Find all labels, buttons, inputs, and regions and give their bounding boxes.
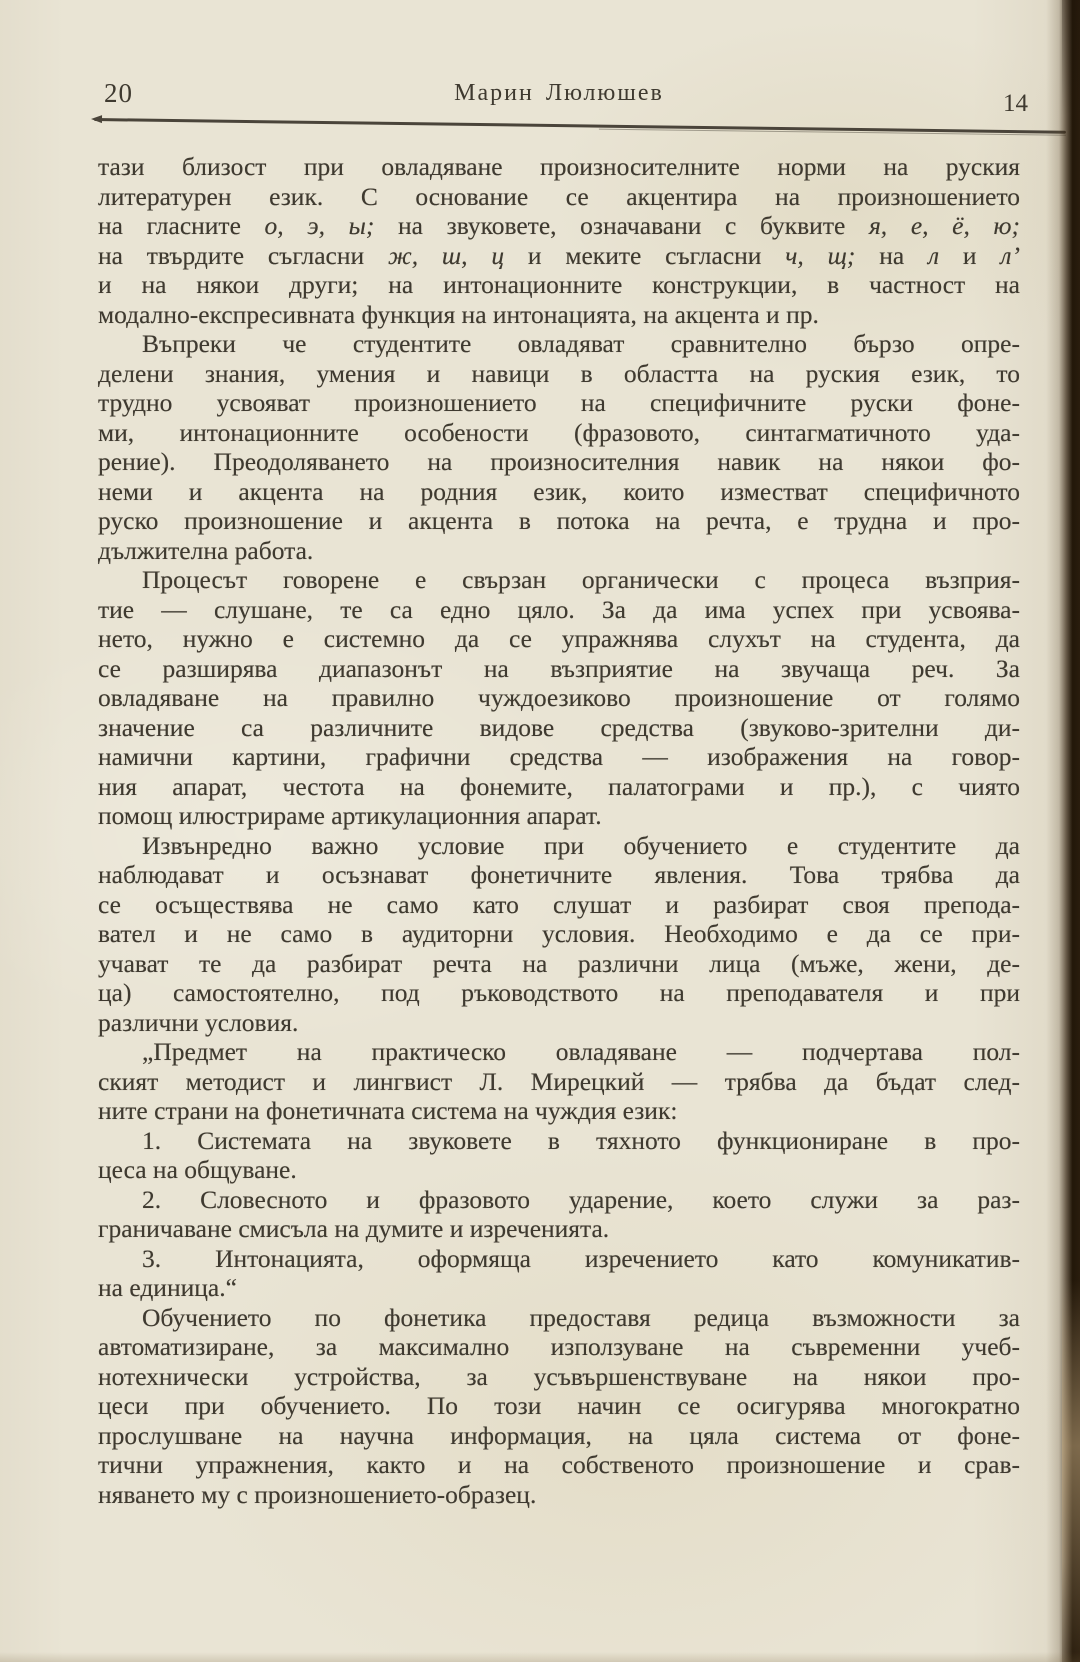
text-line	[98, 447, 1020, 477]
text-segment: делени знания, умения и навици в областта на руския език, то	[98, 358, 1020, 388]
text-line	[98, 477, 1020, 507]
text-line	[98, 182, 1020, 212]
text-segment: ния апарат, честота на фонемите, палатограми и пр.), с чиято	[98, 771, 1020, 801]
text-segment: автоматизиране, за максимално използуване на съвременни учеб-	[98, 1332, 1020, 1361]
text-segment: на твърдите съгласни	[98, 240, 388, 270]
text-line	[98, 772, 1020, 802]
text-line	[98, 742, 1020, 772]
text-segment: се осъществява не само като слушат и разбират своя препода-	[98, 889, 1020, 919]
text-segment: дължителна работа.	[98, 535, 314, 565]
text-segment: руско произношение и акцента в потока на речта, е трудна и про-	[98, 506, 1020, 535]
text-segment: на гласните	[98, 211, 265, 240]
text-segment: ца) самостоятелно, под ръководството на преподавателя и при	[98, 978, 1020, 1007]
text-segment: на	[855, 240, 928, 270]
text-segment: Извънредно важно условие при обучението е студентите да	[142, 830, 1020, 860]
text-line	[98, 388, 1020, 418]
text-segment: наблюдават и осъзнават фонетичните явления. Това трябва да	[98, 860, 1020, 889]
text-segment: 3. Интонацията, оформяща изречението като комуникатив-	[142, 1243, 1020, 1273]
text-line	[98, 595, 1020, 625]
text-line	[98, 211, 1020, 241]
text-line	[98, 624, 1020, 654]
text-line	[98, 1214, 1020, 1244]
text-line	[98, 359, 1020, 389]
text-segment: прослушване на научна информация, на цяла система от фоне-	[98, 1420, 1020, 1450]
text-line	[98, 1244, 1020, 1274]
italic-text-segment: я, е, ё, ю;	[868, 211, 1020, 240]
text-line	[98, 890, 1020, 920]
text-segment: вател и не само в аудиторни условия. Необходимо е да се при-	[98, 919, 1020, 948]
text-segment: Обучението по фонетика предоставя редица възможности за	[142, 1302, 1020, 1332]
text-segment: различни условия.	[98, 1007, 299, 1037]
text-line	[98, 1155, 1020, 1185]
text-segment: на звуковете, означавани с буквите	[374, 211, 869, 240]
text-segment: значение са различните видове средства (звуково-зрителни ди-	[98, 712, 1020, 742]
text-line	[98, 949, 1020, 979]
text-line	[98, 1126, 1020, 1156]
text-line	[98, 1273, 1020, 1303]
text-line	[98, 1067, 1020, 1097]
header-rule	[94, 118, 1066, 133]
text-line	[98, 978, 1020, 1008]
text-line	[98, 919, 1020, 949]
text-segment: неми и акцента на родния език, които изместват специфичното	[98, 476, 1020, 506]
text-segment: модално-експресивната функция на интонацията, на акцента и пр.	[98, 299, 819, 329]
text-line	[98, 1037, 1020, 1067]
text-line	[98, 1303, 1020, 1333]
page-bottom-shadow	[0, 1652, 1080, 1662]
text-line	[98, 1185, 1020, 1215]
text-segment: и	[939, 240, 1001, 270]
page-number-right: 14	[1003, 90, 1028, 117]
page-number-left: 20	[104, 78, 133, 108]
text-segment: тие — слушане, те са едно цяло. За да има успех при усвоява-	[98, 594, 1020, 624]
text-segment: нотехнически устройства, за усъвършенствуване на някои про-	[98, 1361, 1020, 1391]
text-segment: цеса на общуване.	[98, 1155, 297, 1184]
text-segment: Въпреки че студентите овладяват сравнително бързо опре-	[142, 329, 1020, 358]
italic-text-segment: ч, щ;	[785, 240, 856, 270]
text-segment: 1. Системата на звуковете в тяхното функциониране в про-	[142, 1125, 1020, 1155]
text-line	[98, 831, 1020, 861]
text-segment: рение). Преодоляването на произносителния навик на някои фо-	[98, 447, 1020, 476]
text-segment: няването му с произношението-образец.	[98, 1479, 537, 1509]
italic-text-segment: о, э, ы;	[264, 211, 375, 240]
page-body-text	[98, 152, 1020, 1509]
text-segment: ните страни на фонетичната система на чуждия език:	[98, 1096, 678, 1125]
text-segment: Процесът говорене е свързан органически с процеса възприя-	[142, 565, 1020, 594]
text-line	[98, 241, 1020, 271]
text-segment: се разширява диапазонът на възприятие на звучаща реч. За	[98, 653, 1020, 683]
text-segment: тази близост при овладяване произносителните норми на руския	[98, 152, 1020, 181]
text-line	[98, 1332, 1020, 1362]
text-segment: „Предмет на практическо овладяване — подчертава пол-	[142, 1037, 1020, 1066]
text-line	[98, 1008, 1020, 1038]
text-line	[98, 300, 1020, 330]
text-segment: намични картини, графични средства — изображения на говор-	[98, 742, 1020, 771]
text-line	[98, 270, 1020, 300]
text-line	[98, 506, 1020, 536]
text-line	[98, 1421, 1020, 1451]
italic-text-segment: ж, ш, ц	[387, 240, 505, 270]
text-segment: ми, интонационните особености (фразовото, синтагматичното уда-	[98, 417, 1020, 447]
text-line	[98, 683, 1020, 713]
text-line	[98, 1362, 1020, 1392]
text-line	[98, 1391, 1020, 1421]
running-title: Марин Люлюшев	[454, 80, 664, 106]
text-line	[98, 565, 1020, 595]
text-segment: граничаване смисъла на думите и изреченията.	[98, 1214, 610, 1243]
page-edge-shadow	[1046, 0, 1080, 1662]
text-line	[98, 860, 1020, 890]
text-line	[98, 1096, 1020, 1126]
text-segment: трудно усвояват произношението на специфичните руски фоне-	[98, 388, 1020, 417]
text-segment: нето, нужно е системно да се упражнява слухът на студента, да	[98, 624, 1020, 653]
text-segment: цеси при обучението. По този начин се осигурява многократно	[98, 1391, 1020, 1420]
text-segment: литературен език. С основание се акцентира на произношението	[98, 181, 1020, 211]
text-line	[98, 152, 1020, 182]
text-segment: ският методист и лингвист Л. Мирецкий — трябва да бъдат след-	[98, 1066, 1020, 1096]
text-line	[98, 713, 1020, 743]
text-segment: овладяване на правилно чуждоезиково произношение от голямо	[98, 683, 1020, 712]
text-segment: на единица.“	[98, 1273, 237, 1302]
italic-text-segment: л	[927, 240, 940, 270]
text-line	[98, 536, 1020, 566]
text-line	[98, 418, 1020, 448]
text-line	[98, 1450, 1020, 1480]
text-line	[98, 1480, 1020, 1510]
text-line	[98, 801, 1020, 831]
text-segment: тични упражнения, както и на собственото произношение и срав-	[98, 1450, 1020, 1479]
text-segment: помощ илюстрираме артикулационния апарат.	[98, 801, 602, 830]
text-segment: и на някои други; на интонационните конструкции, в частност на	[98, 270, 1020, 299]
text-segment: учават те да разбират речта на различни лица (мъже, жени, де-	[98, 948, 1020, 978]
text-line	[98, 654, 1020, 684]
text-line	[98, 329, 1020, 359]
text-segment: и меките съгласни	[504, 240, 786, 270]
text-segment: 2. Словесното и фразовото ударение, което служи за раз-	[142, 1184, 1020, 1214]
italic-text-segment: л’	[1000, 240, 1021, 270]
